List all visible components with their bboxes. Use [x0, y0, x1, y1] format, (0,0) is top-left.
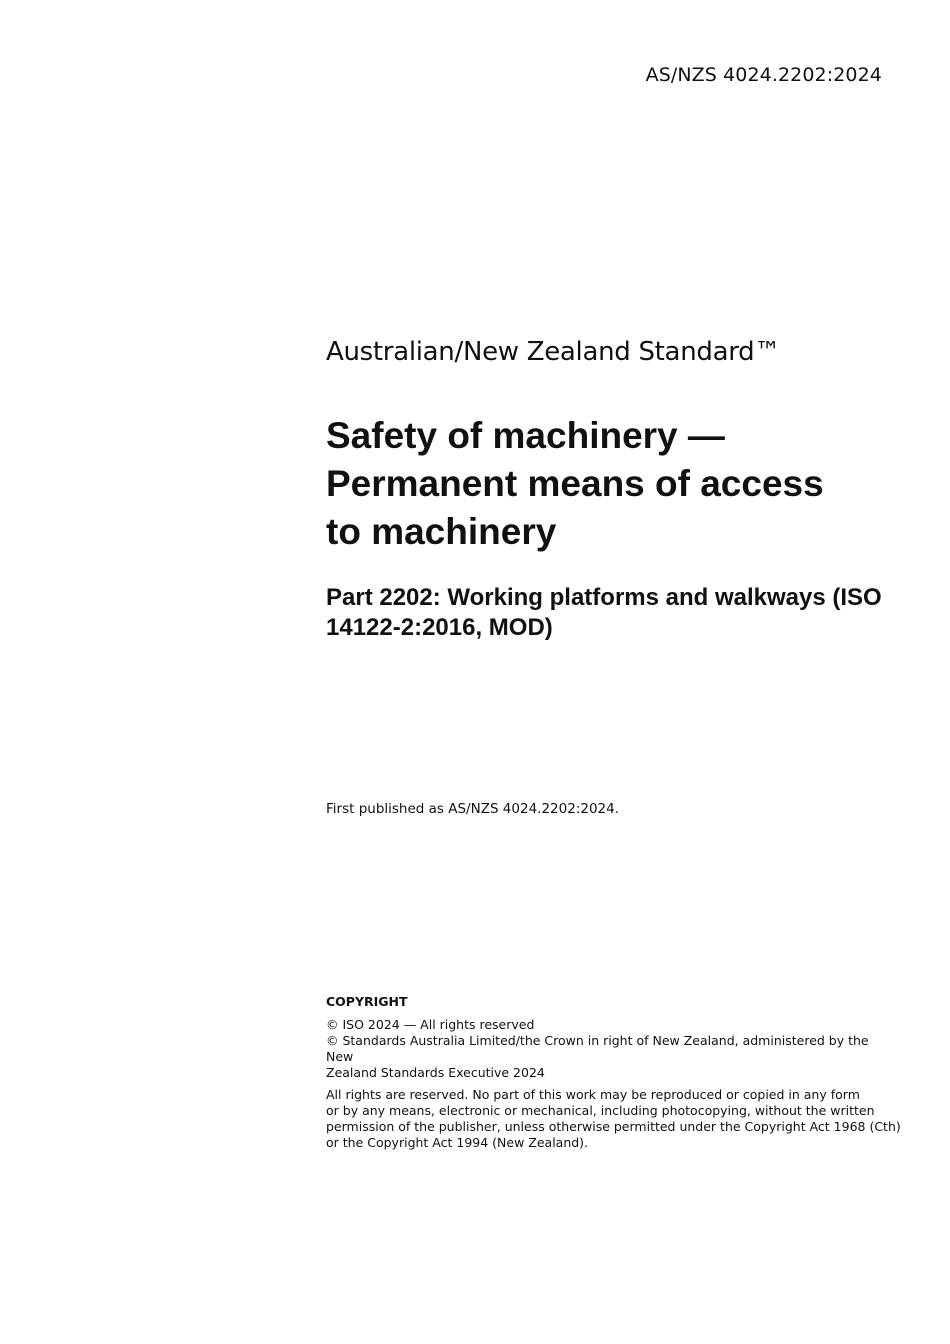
document-number: AS/NZS 4024.2202:2024 — [645, 64, 882, 86]
main-title — [326, 412, 886, 556]
rights-line: or by any means, electronic or mechanical, including photocopying, without the written — [326, 1103, 875, 1118]
standard-label: Australian/New Zealand Standard™ — [326, 337, 781, 367]
part-title-line: Part 2202: Working platforms and walkways (ISO — [326, 584, 882, 611]
main-title-line: Permanent means of access — [326, 463, 824, 504]
main-title-line: to machinery — [326, 511, 557, 552]
rights-paragraph — [326, 1087, 901, 1151]
first-published-note: First published as AS/NZS 4024.2202:2024. — [326, 801, 620, 817]
main-title-line: Safety of machinery — — [326, 415, 725, 456]
copyright-notice: © Standards Australia Limited/the Crown in right of New Zealand, administered by the New — [326, 1033, 873, 1064]
part-title-line: 14122-2:2016, MOD) — [326, 614, 553, 641]
rights-line: permission of the publisher, unless otherwise permitted under the Copyright Act 1968 (Cth) — [326, 1119, 901, 1134]
copyright-heading: COPYRIGHT — [326, 994, 408, 1009]
copyright-notice: © ISO 2024 — All rights reserved — [326, 1017, 535, 1032]
part-title — [326, 583, 886, 643]
copyright-section — [326, 994, 901, 1151]
rights-line: or the Copyright Act 1994 (New Zealand). — [326, 1135, 589, 1150]
copyright-notice: Zealand Standards Executive 2024 — [326, 1065, 545, 1080]
rights-line: All rights are reserved. No part of this work may be reproduced or copied in any form — [326, 1087, 860, 1102]
